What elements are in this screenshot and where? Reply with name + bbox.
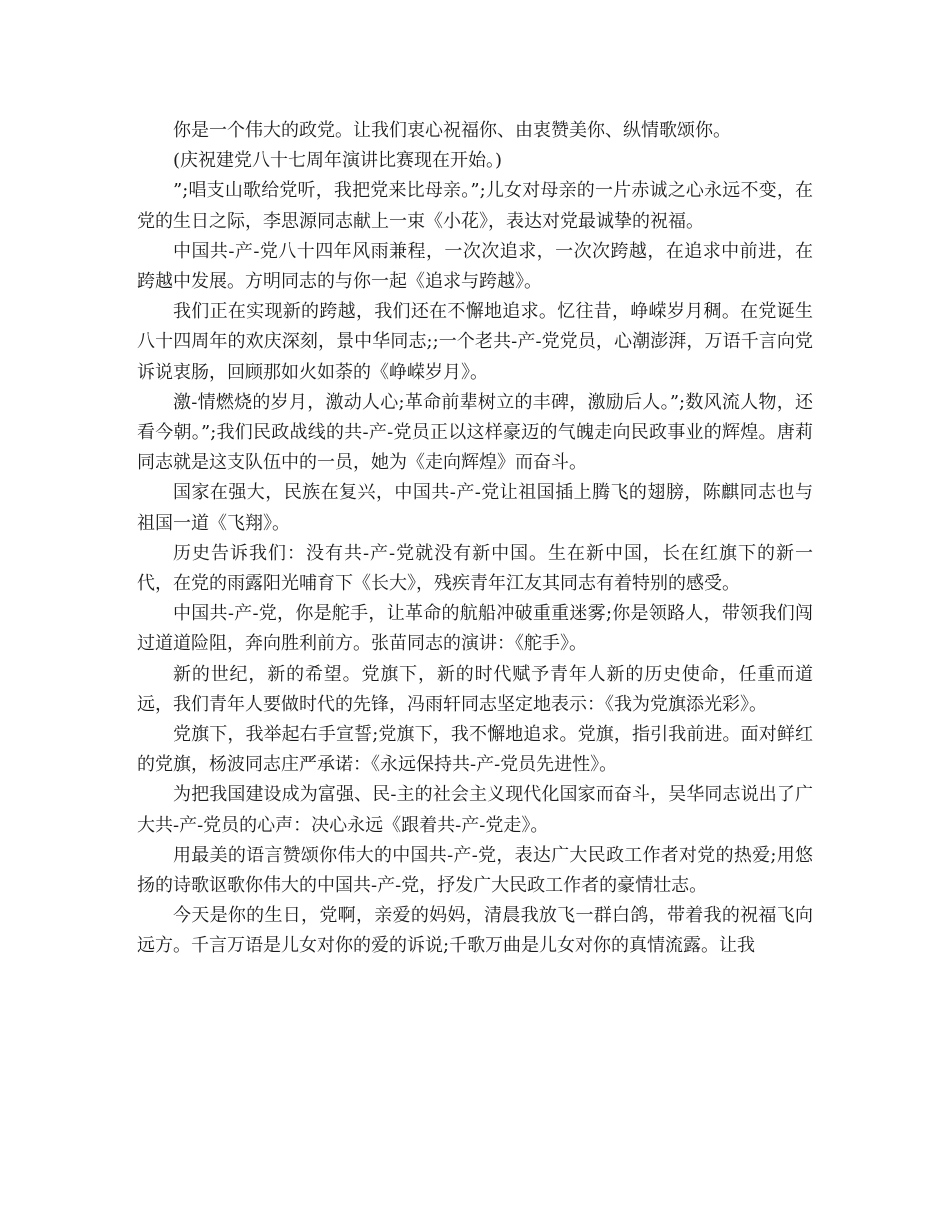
paragraph: 新的世纪，新的希望。党旗下，新的时代赋予青年人新的历史使命，任重而道远，我们青年人要做时代的先锋，冯雨轩同志坚定地表示：《我为党旗添光彩》。 bbox=[137, 663, 813, 715]
paragraph: 用最美的语言赞颂你伟大的中国共-产-党，表达广大民政工作者对党的热爱;用悠扬的诗歌讴歌你伟大的中国共-产-党，抒发广大民政工作者的豪情壮志。 bbox=[137, 844, 813, 897]
paragraph: 国家在强大，民族在复兴，中国共-产-党让祖国插上腾飞的翅膀，陈麒同志也与祖国一道《飞翔》。 bbox=[137, 482, 813, 534]
paragraph: ”;唱支山歌给党听，我把党来比母亲。”;儿女对母亲的一片赤诚之心永远不变，在党的生日之际，李思源同志献上一束《小花》，表达对党最诚挚的祝福。 bbox=[137, 180, 813, 232]
paragraph: 我们正在实现新的跨越，我们还在不懈地追求。忆往昔，峥嵘岁月稠。在党诞生八十四周年的欢庆深刻，景中华同志;;一个老共-产-党党员，心潮澎湃，万语千言向党诉说衷肠，回顾那如火如荼的《峥嵘岁月》。 bbox=[137, 301, 813, 383]
document-body bbox=[137, 116, 813, 962]
paragraph: 中国共-产-党八十四年风雨兼程，一次次追求，一次次跨越，在追求中前进，在跨越中发展。方明同志的与你一起《追求与跨越》。 bbox=[137, 240, 813, 293]
paragraph: 中国共-产-党，你是舵手，让革命的航船冲破重重迷雾;你是领路人，带领我们闯过道道险阻，奔向胜利前方。张苗同志的演讲：《舵手》。 bbox=[137, 603, 813, 655]
paragraph: 激-情燃烧的岁月，激动人心;革命前辈树立的丰碑，激励后人。”;数风流人物，还看今朝。”;我们民政战线的共-产-党员正以这样豪迈的气魄走向民政事业的辉煌。唐莉同志就是这支队伍中的一员，她为《走向辉煌》而奋斗。 bbox=[137, 391, 813, 474]
paragraph: 你是一个伟大的政党。让我们衷心祝福你、由衷赞美你、纵情歌颂你。 bbox=[173, 120, 731, 141]
paragraph: 党旗下，我举起右手宣誓;党旗下，我不懈地追求。党旗，指引我前进。面对鲜红的党旗，杨波同志庄严承诺：《永远保持共-产-党员先进性》。 bbox=[137, 724, 813, 776]
paragraph: (庆祝建党八十七周年演讲比赛现在开始。) bbox=[173, 150, 503, 172]
paragraph: 为把我国建设成为富强、民-主的社会主义现代化国家而奋斗，吴华同志说出了广大共-产-党员的心声：决心永远《跟着共-产-党走》。 bbox=[137, 784, 813, 836]
paragraph: 历史告诉我们：没有共-产-党就没有新中国。生在新中国，长在红旗下的新一代，在党的雨露阳光哺育下《长大》，残疾青年江友其同志有着特别的感受。 bbox=[137, 542, 813, 595]
paragraph: 今天是你的生日，党啊，亲爱的妈妈，清晨我放飞一群白鸽，带着我的祝福飞向远方。千言万语是儿女对你的爱的诉说;千歌万曲是儿女对你的真情流露。让我 bbox=[137, 905, 813, 957]
